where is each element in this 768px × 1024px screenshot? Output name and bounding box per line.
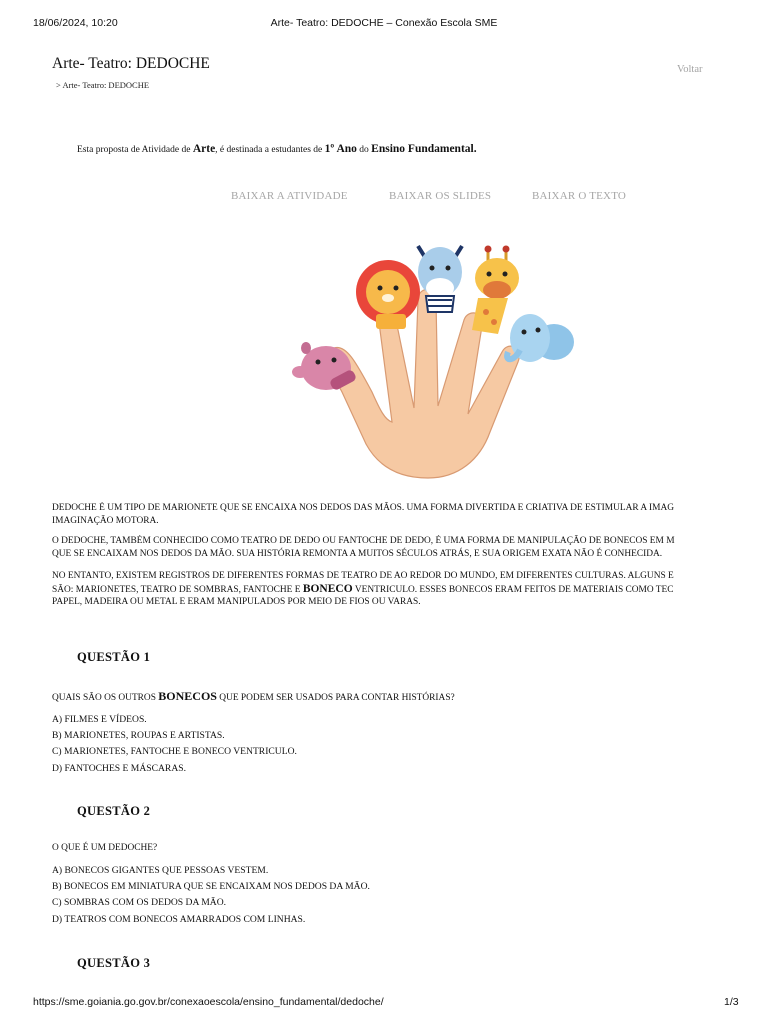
question-1-heading: QUESTÃO 1 xyxy=(77,650,151,664)
level: Ensino Fundamental. xyxy=(371,143,477,155)
question-1-text: QUAIS SÃO OS OUTROS BONECOS QUE PODEM SER USADOS PARA CONTAR HISTÓRIAS? xyxy=(52,689,455,703)
emphasis-boneco: BONECO xyxy=(302,582,353,595)
breadcrumb-separator: > xyxy=(56,80,61,90)
q1-option-c[interactable]: C) MARIONETES, FANTOCHE E BONECO VENTRICULO. xyxy=(52,746,297,758)
giraffe-puppet-icon xyxy=(472,246,519,335)
q1-option-d[interactable]: D) FANTOCHES E MÁSCARAS. xyxy=(52,762,186,774)
back-link[interactable]: Voltar xyxy=(677,64,703,75)
question-2-options xyxy=(52,863,370,928)
paragraph-1: DEDOCHE É UM TIPO DE MARIONETE QUE SE ENCAIXA NOS DEDOS DAS MÃOS. UMA FORMA DIVERTIDA E CRIATIVA DE ESTIMULAR A IMAG IMAGINAÇÃO MOTORA. xyxy=(52,503,675,526)
grade: 1º Ano xyxy=(324,143,357,155)
question-2-heading: QUESTÃO 2 xyxy=(77,804,151,818)
breadcrumb-current[interactable]: Arte- Teatro: DEDOCHE xyxy=(62,80,150,90)
download-text-link[interactable]: BAIXAR O TEXTO xyxy=(532,190,627,202)
q2-option-a[interactable]: A) BONECOS GIGANTES QUE PESSOAS VESTEM. xyxy=(52,865,269,876)
question-3-heading: QUESTÃO 3 xyxy=(77,956,151,970)
page-title: Arte- Teatro: DEDOCHE xyxy=(52,55,210,72)
breadcrumb xyxy=(56,80,149,90)
paragraph-2: O DEDOCHE, TAMBÉM CONHECIDO COMO TEATRO DE DEDO OU FANTOCHE DE DEDO, É UMA FORMA DE MANIPULAÇÃO DE BONECOS EM M QUE SE ENCAIXAM NOS DEDOS DA MÃO. SUA HISTÓRIA REMONTA A MUITOS SÉCULOS ATRÁS, E SUA ORIGEM EXATA NÃO É CONHECIDA. xyxy=(52,536,675,559)
finger-puppets-hand-illustration xyxy=(286,236,578,482)
q2-option-d[interactable]: D) TEATROS COM BONECOS AMARRADOS COM LINHAS. xyxy=(52,913,306,925)
q1-option-b[interactable]: B) MARIONETES, ROUPAS E ARTISTAS. xyxy=(52,730,225,742)
print-page-number: 1/3 xyxy=(724,996,739,1008)
download-slides-link[interactable]: BAIXAR OS SLIDES xyxy=(389,190,492,202)
download-activity-link[interactable]: BAIXAR A ATIVIDADE xyxy=(231,190,348,202)
intro-text: Esta proposta de Atividade de Arte, é destinada a estudantes de 1º Ano do Ensino Fundamental. xyxy=(77,143,477,155)
question-2-text: O QUE É UM DEDOCHE? xyxy=(52,843,158,853)
paragraph-3: NO ENTANTO, EXISTEM REGISTROS DE DIFERENTES FORMAS DE TEATRO DE AO REDOR DO MUNDO, EM DIFERENTES CULTURAS. ALGUNS E SÃO: MARIONETES, TEATRO DE SOMBRAS, FANTOCHE E BONECO VENTRICULO. ESSES BONECOS ERAM FEITOS DE MATERIAIS COMO TEC PAPEL, MADEIRA OU METAL E ERAM MANIPULADOS POR MEIO DE FIOS OU VARAS. xyxy=(52,571,674,608)
lion-puppet-icon xyxy=(356,260,420,329)
subject: Arte xyxy=(192,143,216,155)
question-1-options xyxy=(52,712,297,777)
q1-option-a[interactable]: A) FILMES E VÍDEOS. xyxy=(52,714,147,725)
elephant-puppet-icon xyxy=(507,314,574,362)
hippo-puppet-icon xyxy=(292,342,357,391)
print-title: Arte- Teatro: DEDOCHE – Conexão Escola SME xyxy=(270,17,498,29)
print-url: https://sme.goiania.go.gov.br/conexaoescola/ensino_fundamental/dedoche/ xyxy=(33,996,384,1008)
print-datetime: 18/06/2024, 10:20 xyxy=(33,17,118,29)
q2-option-c[interactable]: C) SOMBRAS COM OS DEDOS DA MÃO. xyxy=(52,897,227,909)
q2-option-b[interactable]: B) BONECOS EM MINIATURA QUE SE ENCAIXAM NOS DEDOS DA MÃO. xyxy=(52,881,370,893)
